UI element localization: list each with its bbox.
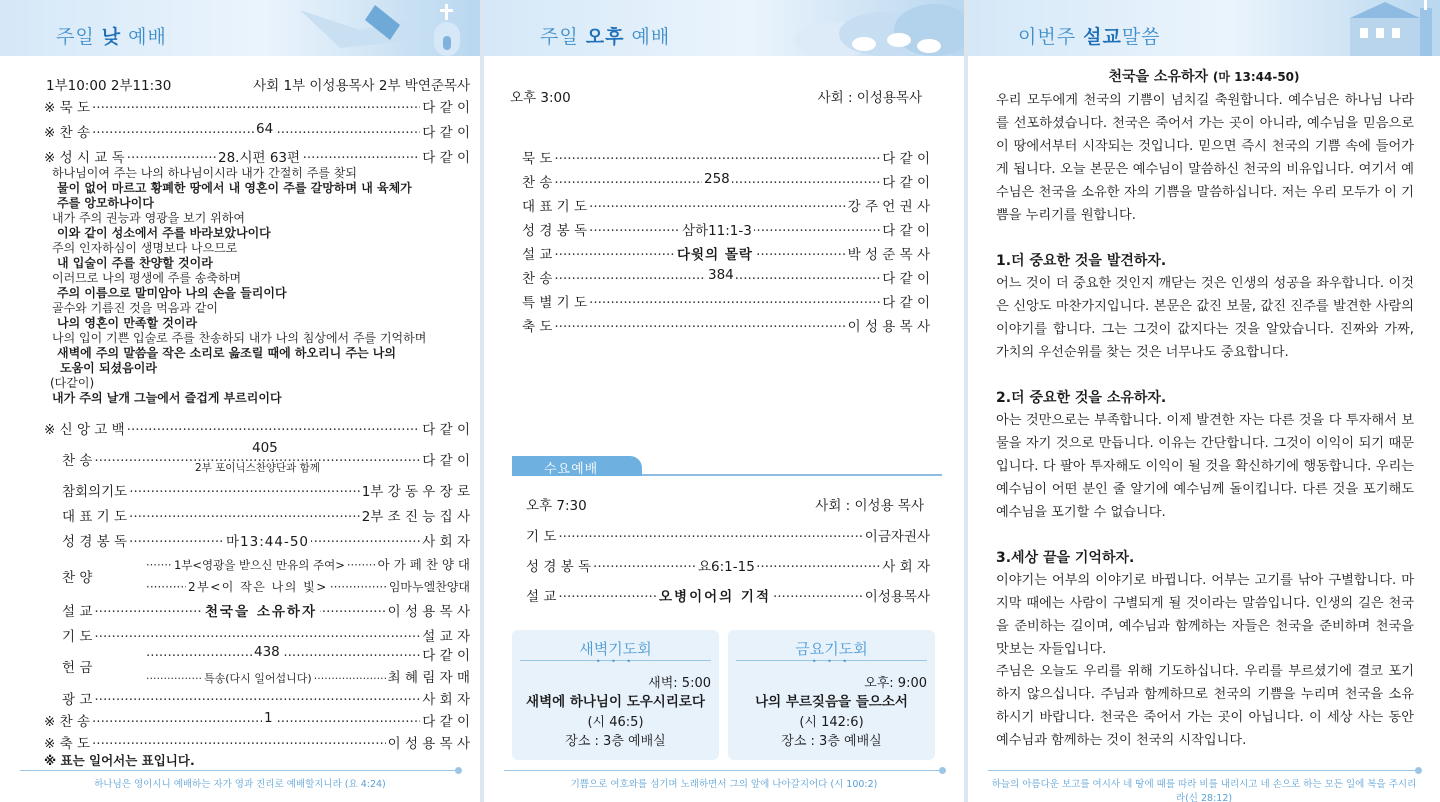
order-label: 성 시 교 독 (59, 150, 125, 166)
scripture-ref: 마13:44-50 (224, 530, 311, 550)
order-row-silent-prayer: ※ 묵 도 ····· 다 같 이 (44, 96, 470, 116)
psalm-line: 주의 이름으로 말미암아 나의 손을 들리이다 (57, 286, 287, 300)
order-label: 찬 송 (62, 453, 93, 469)
psalm-line: 도움이 되셨음이라 (60, 361, 157, 375)
order-label: 축 도 (59, 736, 90, 752)
order-leader: 이 성 용 목 사 (387, 736, 470, 752)
dawn-prayer-place: 장소 : 3층 예배실 (565, 734, 666, 749)
offering-hymn-number: 438 (254, 644, 280, 660)
psalm-line: 새벽에 주의 말씀을 작은 소리로 읊조릴 때에 하오리니 주는 나의 (57, 346, 396, 360)
order-leader: 다 같 이 (422, 422, 470, 438)
sermon-conclusion: 주님은 오늘도 우리를 위해 기도하십니다. 우리를 부르셨기에 결코 포기하지 않으십니다. 주님과 함께하므로 천국의 기쁨을 누리며 천국을 소유하시기 바랍니다. 천국은 죽어서 가는 곳이 아닙니다. 이 세상 사는 동안 예수님과 함께하는 것이 천국의 시작입니다. (996, 664, 1414, 749)
sermon-reference: (마 13:44-50) (1212, 70, 1300, 84)
order-row-creed: ※ 신 앙 고 백 ····· 다 같 이 (44, 418, 470, 438)
order-label-praise: 찬 양 (62, 570, 93, 586)
order-leader: 사 회 자 (422, 692, 470, 708)
order-leader: 이 성 용 목 사 (387, 604, 470, 620)
church-building-icon (1320, 0, 1440, 56)
order-leader: 사 회 자 (422, 534, 470, 550)
afternoon-row: 성 경 봉 독 ····· 다 같 이 (522, 219, 930, 239)
order-row-repentance (62, 480, 470, 500)
closing-hymn-number: 1 (264, 710, 273, 726)
wednesday-host: 사회 : 이성용 목사 (815, 498, 924, 514)
psalm-line: 주의 인자하심이 생명보다 나으므로 (52, 241, 238, 255)
sermon-title: 천국을 소유하자 (202, 600, 320, 620)
panel2-footer-verse: 기쁨으로 여호와를 섬기며 노래하면서 그의 앞에 나아갈지어다 (시 100:2) (504, 770, 944, 794)
order-label: 성 경 봉 독 (62, 534, 128, 550)
panel3-header (968, 0, 1440, 56)
panel-sunday-morning (0, 0, 480, 802)
sermon-intro: 우리 모두에게 천국의 기쁨이 넘치길 축원합니다. 예수님은 하나님 나라를 선포하셨습니다. 천국은 죽어서 가는 곳이 아니라, 예수님을 믿음으로 이 땅에서부터 시작되는 것입니다. 믿으면 즉시 천국의 기쁨 속에 들어가게 됩니다. 오늘 본문은 예수님이 말씀하신 천국의 비유입니다. 여기서 예수님은 천국을 소유한 자의 기쁨을 말씀하십니다. 저는 우리 모두가 이 기쁨을 누리기를 원합니다. (996, 93, 1414, 224)
psalm-line: 이러므로 나의 평생에 주를 송축하며 (52, 271, 242, 285)
dawn-prayer-verse: (시 46:5) (587, 715, 644, 730)
panel3-title: 이번주 설교말씀 (1018, 26, 1161, 48)
praise-line-1: ····· 1부<영광을 받으신 만유의 주여> ····· 아 가 페 찬 양 대 (144, 555, 470, 573)
dawn-prayer-title: 새벽기도회 (579, 640, 652, 658)
order-row-responsive-reading: ※ 성 시 교 독 ····· 다 같 이 (44, 146, 470, 166)
hymn-number: 64 (256, 121, 274, 137)
afternoon-row: 축 도 ····· 이 성 용 목 사 (522, 315, 930, 335)
praise-line-2: ····· 2부<이 작은 나의 빛> ····· 임마누엘찬양대 (144, 578, 470, 595)
order-leader: 다 같 이 (422, 150, 470, 166)
panel-sermon (968, 0, 1440, 802)
wednesday-service-tab: 수요예배 (512, 456, 942, 476)
sermon-point-3-text: 이야기는 어부의 이야기로 바뀝니다. 어부는 고기를 낚아 구별합니다. 마지막 때에는 사람이 구별되게 될 것이라는 말씀입니다. 인생의 길은 천국을 준비하는 길이며, 예수님과 함께하는 자들은 천국을 준비하며 천국을 맛보는 자들입니다. (996, 573, 1414, 658)
friday-prayer-verse: (시 142:6) (799, 715, 864, 730)
friday-prayer-box: 금요기도회 • • • 오후: 9:00 나의 부르짖음을 들으소서 (시 142:6) 장소 : 3층 예배실 (728, 630, 935, 760)
wednesday-sermon-title: 오병이어의 기적 (656, 585, 774, 605)
psalm-line: (다같이) (50, 376, 95, 390)
wednesday-row: 설 교 ····· 이성용목사 (526, 585, 930, 605)
sermon-point-2-text: 아는 것만으로는 부족합니다. 이제 발견한 자는 다른 것을 다 투자해서 보물을 자기 것으로 만듭니다. 이유는 간단합니다. 그것이 이익이 되기 때문입니다. 다 팔아 투자해도 이익이 될 것을 확신하기에 행동합니다. 우리는 예수님이 어떤 분인 줄 알기에 예수님께 돌이킵니다. 다른 것을 포기해도 예수님을 포기할 수 없습니다. (996, 413, 1414, 521)
panel3-footer-verse: 하늘의 아름다운 보고를 여시사 네 땅에 때를 따라 비를 내리시고 네 손으로 하는 모든 일에 복을 주시리라(신 28:12) (988, 770, 1420, 794)
wednesday-scripture: 요6:1-15 (696, 555, 757, 575)
order-row-prayer (62, 625, 470, 645)
church-illustration-icon (280, 0, 480, 56)
order-label-offering: 헌 금 (62, 660, 93, 676)
afternoon-row: 특 별 기 도 ····· 다 같 이 (522, 291, 930, 311)
panel1-footer-verse: 하나님은 영이시니 예배하는 자가 영과 진리로 예배할지니라 (요 4:24) (20, 770, 460, 794)
standing-note: ※ 표는 일어서는 표입니다. (44, 753, 195, 768)
afternoon-time: 오후 3:00 (510, 90, 571, 106)
order-leader: 다 같 이 (422, 714, 470, 730)
afternoon-row: 묵 도 ····· 다 같 이 (522, 147, 930, 167)
psalm-line: 골수와 기름진 것을 먹음과 같이 (52, 301, 218, 315)
afternoon-row: 대 표 기 도 ····· 강 주 언 권 사 (522, 195, 930, 215)
hymn-number: 405 (252, 440, 278, 456)
psalm-line: 물이 없어 마르고 황폐한 땅에서 내 영혼이 주를 갈망하며 내 육체가 (57, 181, 412, 195)
psalm-reading (52, 166, 472, 406)
panel-sunday-afternoon (484, 0, 964, 802)
psalm-line: 나의 입이 기쁜 입술로 주를 찬송하되 내가 나의 침상에서 주를 기억하며 (52, 331, 427, 345)
service-times: 1부10:00 2부11:30 (46, 78, 172, 94)
order-label: 참회의기도 (62, 484, 128, 500)
afternoon-row: 찬 송 ····· 다 같 이 (522, 267, 930, 287)
order-leader: 다 같 이 (422, 125, 470, 141)
sermon-heading: 천국을 소유하자 (마 13:44-50) (1108, 69, 1300, 85)
order-label: 기 도 (62, 629, 93, 645)
order-label: 설 교 (62, 604, 93, 620)
panel1-title: 주일 낮 예배 (56, 26, 167, 48)
afternoon-hymn-number: 258 (704, 171, 730, 187)
order-leader: 설 교 자 (422, 629, 470, 645)
afternoon-scripture: 삼하11:1-3 (680, 219, 754, 239)
reading-number: 28.시편 63편 (216, 146, 302, 166)
panel1-service-times (46, 74, 470, 94)
panel1-header (0, 0, 480, 56)
offering-line-1: ····· 다 같 이 (144, 644, 470, 664)
sermon-point-1: 1.더 중요한 것을 발견하자. (996, 253, 1167, 269)
friday-prayer-title: 금요기도회 (795, 640, 868, 658)
order-label: 묵 도 (59, 100, 90, 116)
order-label: 대 표 기 도 (62, 509, 128, 525)
psalm-line: 나의 영혼이 만족할 것이라 (57, 316, 198, 330)
psalm-line: 주를 앙모하나이다 (57, 196, 154, 210)
offering-line-2: ····· 특송(다시 일어섭니다) ····· 최 혜 림 자 매 (144, 666, 470, 686)
order-row-benediction: ※ 축 도 ····· 이 성 용 목 사 (44, 732, 470, 752)
service-hosts: 사회 1부 이성용목사 2부 박연준목사 (253, 78, 470, 94)
sermon-point-1-text: 어느 것이 더 중요한 것인지 깨닫는 것은 인생의 성공을 좌우합니다. 이것은 신앙도 마찬가지입니다. 본문은 값진 보물, 값진 진주를 발견한 사람의 이야기를 합니다. 그는 그것이 값지다는 것을 알았습니다. 진짜와 가짜, 가치의 우선순위를 찾는 것은 너무나도 중요합니다. (996, 276, 1414, 361)
dawn-prayer-time: 새벽: 5:00 (648, 676, 711, 691)
order-label: 광 고 (62, 692, 93, 708)
friday-prayer-text: 나의 부르짖음을 들으소서 (755, 694, 908, 710)
sermon-point-2: 2.더 중요한 것을 소유하자. (996, 390, 1167, 406)
wednesday-row: 성 경 봉 독 ····· 사 회 자 (526, 555, 930, 575)
sheep-illustration-icon (794, 0, 964, 56)
order-leader: 1부 강 동 우 장 로 (361, 484, 470, 500)
afternoon-row: 찬 송 ····· 다 같 이 (522, 171, 930, 191)
dawn-prayer-text: 새벽에 하나님이 도우시리로다 (526, 694, 705, 710)
order-leader: 다 같 이 (422, 453, 470, 469)
panel2-header (484, 0, 964, 56)
afternoon-sermon-title: 다윗의 몰락 (674, 243, 756, 263)
order-row-closing-hymn: ※ 찬 송 ····· 다 같 이 (44, 710, 470, 730)
friday-prayer-time: 오후: 9:00 (864, 676, 927, 691)
psalm-line: 내 입술이 주를 찬양할 것이라 (57, 256, 213, 270)
afternoon-row: 설 교 ····· 박 성 준 목 사 (522, 243, 930, 263)
afternoon-host: 사회 : 이성용목사 (817, 90, 922, 106)
hymn-note: 2부 포이닉스찬양단과 함께 (195, 462, 320, 474)
psalm-line: 내가 주의 날개 그늘에서 즐겁게 부르리이다 (52, 391, 282, 405)
psalm-line: 내가 주의 권능과 영광을 보기 위하여 (52, 211, 245, 225)
wednesday-row: 기 도 ····· 이금자권사 (526, 525, 930, 545)
dawn-prayer-box: 새벽기도회 • • • 새벽: 5:00 새벽에 하나님이 도우시리로다 (시 46:5) 장소 : 3층 예배실 (512, 630, 719, 760)
order-leader: 2부 조 진 능 집 사 (361, 509, 470, 525)
psalm-line: 하나님이여 주는 나의 하나님이시라 내가 간절히 주를 찾되 (52, 166, 357, 180)
order-row-hymn: ※ 찬 송 ····· 다 같 이 (44, 121, 470, 141)
order-row-announcements (62, 688, 470, 708)
order-label: 찬 송 (59, 125, 90, 141)
sermon-point-3: 3.세상 끝을 기억하자. (996, 550, 1135, 566)
panel2-title: 주일 오후 예배 (540, 26, 671, 48)
order-row-rep-prayer (62, 505, 470, 525)
order-leader: 다 같 이 (422, 100, 470, 116)
friday-prayer-place: 장소 : 3층 예배실 (781, 734, 882, 749)
order-label: 신 앙 고 백 (59, 422, 125, 438)
order-label: 찬 송 (59, 714, 90, 730)
wednesday-time: 오후 7:30 (526, 498, 587, 514)
afternoon-hymn-number: 384 (708, 267, 734, 283)
psalm-line: 이와 같이 성소에서 주를 바라보았나이다 (57, 226, 271, 240)
